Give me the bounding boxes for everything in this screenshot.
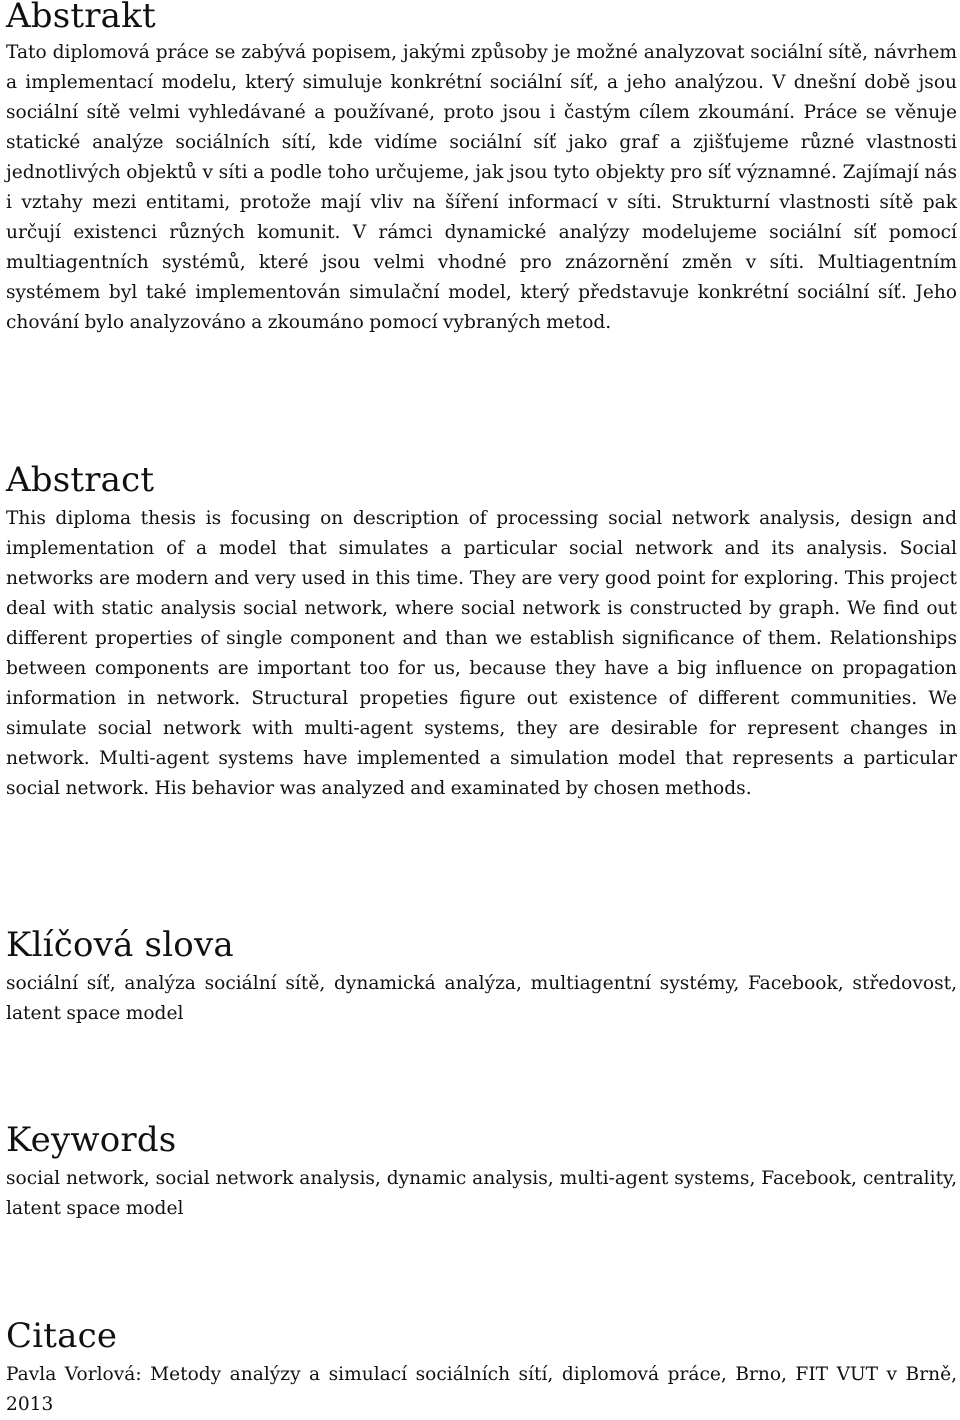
citace-text: Pavla Vorlová: Metody analýzy a simulací sociálních sítí, diplomová práce, Brno, FIT VUT v Brně, 2013 bbox=[6, 1364, 957, 1415]
abstract-paragraph: This diploma thesis is focusing on description of processing social network analysis, design and implementation of a model that simulates a particular social network and its analysis. Social networks are modern and very used in this time. They are very good point for exploring. This project deal with static analysis social network, where social network is constructed by graph. We find out different properties of single component and than we establish significance of them. Relationships between components are important too for us, because they have a big influence on propagation information in network. Structural propeties figure out existence of different communities. We simulate social network with multi-agent systems, they are desirable for represent changes in network. Multi-agent systems have implemented a simulation model that represents a particular social network. His behavior was analyzed and examinated by chosen methods. bbox=[6, 508, 957, 799]
keywords-list: social network, social network analysis, dynamic analysis, multi-agent systems, Facebook, centrality, latent space model bbox=[6, 1168, 957, 1219]
klicova-slova-heading: Klíčová slova bbox=[6, 925, 234, 965]
klicova-slova-section bbox=[6, 925, 957, 1029]
abstrakt-heading: Abstrakt bbox=[6, 0, 156, 36]
citace-section bbox=[6, 1316, 957, 1420]
abstract-section bbox=[6, 460, 957, 804]
klicova-slova-list: sociální síť, analýza sociální sítě, dynamická analýza, multiagentní systémy, Facebook, středovost, latent space model bbox=[6, 973, 957, 1024]
abstract-heading: Abstract bbox=[6, 460, 155, 500]
citace-heading: Citace bbox=[6, 1316, 118, 1356]
abstrakt-section bbox=[6, 0, 957, 338]
keywords-section bbox=[6, 1120, 957, 1224]
abstrakt-paragraph: Tato diplomová práce se zabývá popisem, jakými způsoby je možné analyzovat sociální sítě, návrhem a implementací modelu, který simuluje konkrétní sociální síť, a jeho analýzou. V dnešní době jsou sociální sítě velmi vyhledávané a používané, proto jsou i častým cílem zkoumání. Práce se věnuje statické analýze sociálních sítí, kde vidíme sociální síť jako graf a zjišťujeme různé vlastnosti jednotlivých objektů v síti a podle toho určujeme, jak jsou tyto objekty pro síť významné. Zajímají nás i vztahy mezi entitami, protože mají vliv na šíření informací v síti. Strukturní vlastnosti sítě pak určují existenci různých komunit. V rámci dynamické analýzy modelujeme sociální síť pomocí multiagentních systémů, které jsou velmi vhodné pro znázornění změn v síti. Multiagentním systémem byl také implementován simulační model, který představuje konkrétní sociální síť. Jeho chování bylo analyzováno a zkoumáno pomocí vybraných metod. bbox=[6, 42, 957, 333]
keywords-heading: Keywords bbox=[6, 1120, 177, 1160]
